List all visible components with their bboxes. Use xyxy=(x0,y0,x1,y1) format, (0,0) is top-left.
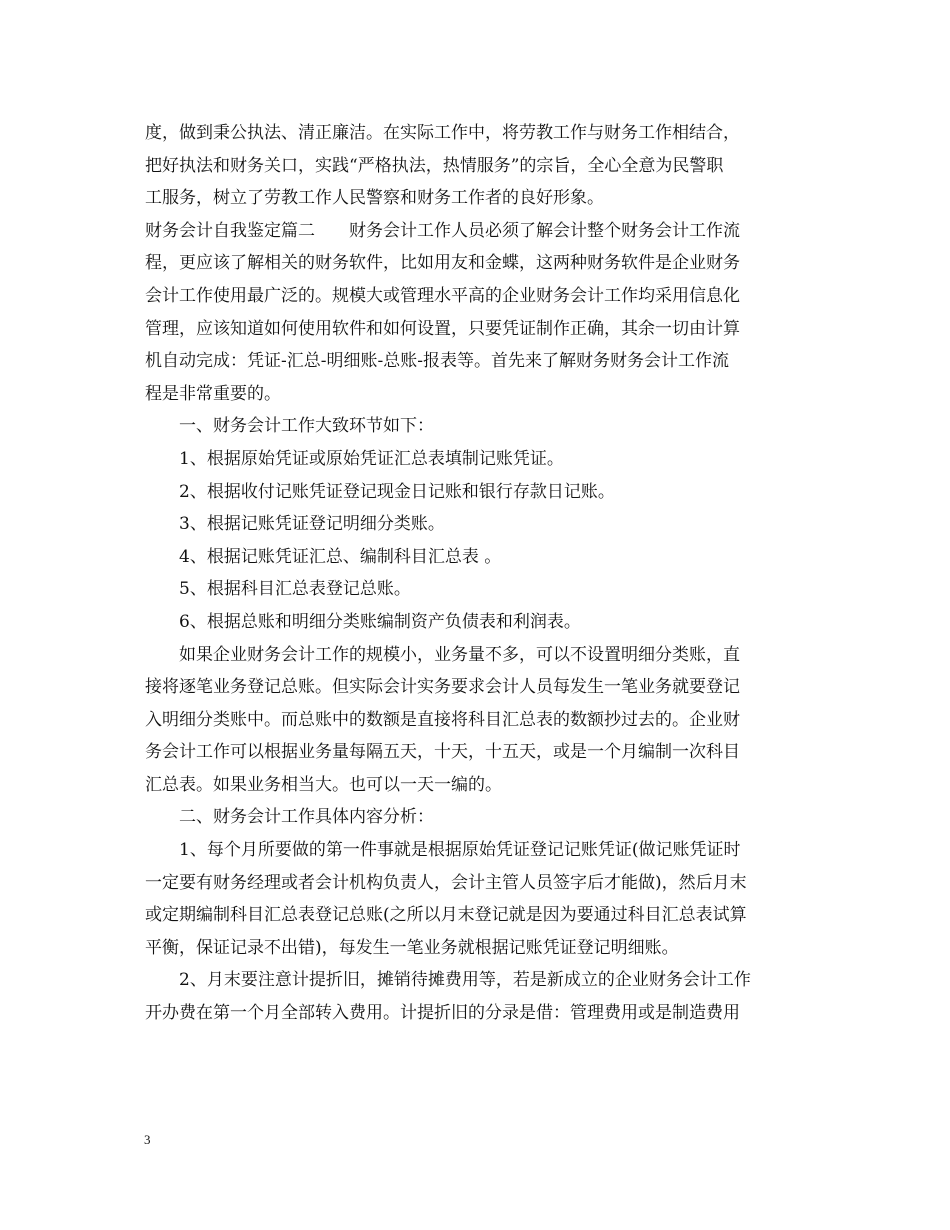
text-line: 汇总表。如果业务相当大。也可以一天一编的。 xyxy=(145,774,502,795)
text-line: 度，做到秉公执法、清正廉洁。在实际工作中，将劳教工作与财务工作相结合， xyxy=(145,123,740,143)
text-line: 程是非常重要的。 xyxy=(145,383,281,404)
text-line: 工服务，树立了劳教工作人民警察和财务工作者的良好形象。 xyxy=(145,188,604,209)
text-line: 务会计工作可以根据业务量每隔五天，十天，十五天，或是一个月编制一次科目 xyxy=(145,742,740,763)
section-heading-line: 财务会计自我鉴定篇二 财务会计工作人员必须了解会计整个财务会计工作流 xyxy=(145,220,740,241)
text-line: 管理，应该知道如何使用软件和如何设置，只要凭证制作正确，其余一切由计算 xyxy=(145,318,740,339)
text-line: 机自动完成：凭证-汇总-明细账-总账-报表等。首先来了解财务财务会计工作流 xyxy=(145,351,729,372)
list-item: 1、根据原始凭证或原始凭证汇总表填制记账凭证。 xyxy=(179,448,564,469)
body-text xyxy=(145,117,805,1030)
text-line: 或定期编制科目汇总表登记总账(之所以月末登记就是因为要通过科目汇总表试算 xyxy=(145,905,747,926)
list-item: 4、根据记账凭证汇总、编制科目汇总表 。 xyxy=(179,546,502,567)
list-item: 6、根据总账和明细分类账编制资产负债表和利润表。 xyxy=(179,611,581,632)
subheading-line: 一、财务会计工作大致环节如下： xyxy=(179,416,434,437)
text-line: 入明细分类账中。而总账中的数额是直接将科目汇总表的数额抄过去的。企业财 xyxy=(145,709,740,730)
list-item: 2、根据收付记账凭证登记现金日记账和银行存款日记账。 xyxy=(179,481,615,502)
page-number: 3 xyxy=(144,1132,151,1147)
text-line: 程，更应该了解相关的财务软件，比如用友和金蝶，这两种财务软件是企业财务 xyxy=(145,253,740,274)
text-line: 把好执法和财务关口，实践“严格执法，热情服务”的宗旨，全心全意为民警职 xyxy=(145,155,724,176)
text-line: 接将逐笔业务登记总账。但实际会计实务要求会计人员每发生一笔业务就要登记 xyxy=(145,677,740,698)
list-item: 3、根据记账凭证登记明细分类账。 xyxy=(179,514,445,535)
subheading-line: 二、财务会计工作具体内容分析： xyxy=(179,807,434,828)
text-line: 开办费在第一个月全部转入费用。计提折旧的分录是借：管理费用或是制造费用 xyxy=(145,1003,740,1024)
text-line: 一定要有财务经理或者会计机构负责人，会计主管人员签字后才能做)，然后月末 xyxy=(145,872,747,893)
text-line: 平衡，保证记录不出错)，每发生一笔业务就根据记账凭证登记明细账。 xyxy=(145,937,679,958)
text-line: 会计工作使用最广泛的。规模大或管理水平高的企业财务会计工作均采用信息化 xyxy=(145,285,740,306)
text-line: 如果企业财务会计工作的规模小，业务量不多，可以不设置明细分类账，直 xyxy=(179,644,740,665)
text-line: 2、月末要注意计提折旧，摊销待摊费用等，若是新成立的企业财务会计工作 xyxy=(179,970,751,991)
list-item: 5、根据科目汇总表登记总账。 xyxy=(179,579,411,600)
text-line: 1、每个月所要做的第一件事就是根据原始凭证登记记账凭证(做记账凭证时 xyxy=(179,840,741,861)
